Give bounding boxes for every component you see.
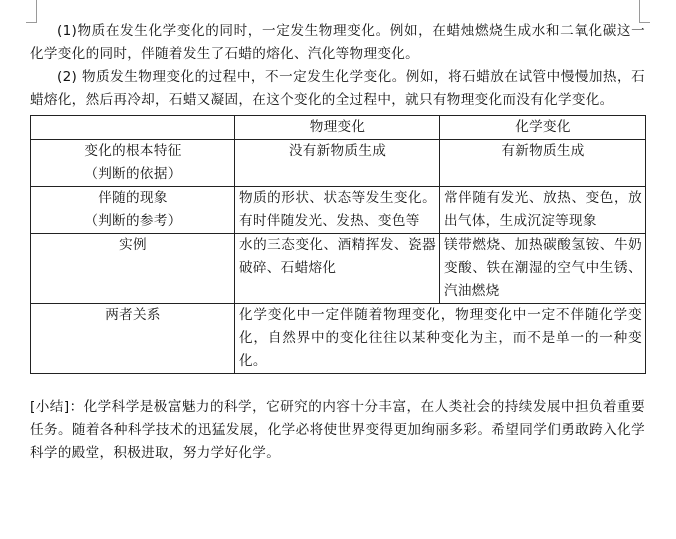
table-row	[31, 187, 646, 234]
row-label-line: 实例	[119, 237, 147, 253]
row-label-cell	[31, 187, 235, 234]
physical-change-cell: 没有新物质生成	[235, 140, 440, 187]
header-cell-blank	[31, 116, 235, 140]
row-label-line: 伴随的现象	[98, 190, 168, 206]
row-label-line: 变化的根本特征	[84, 143, 182, 159]
chemical-change-cell: 常伴随有发光、放热、变色，放出气体，生成沉淀等现象	[440, 187, 646, 234]
table-row	[31, 234, 646, 304]
row-label-cell	[31, 234, 235, 304]
row-label-line: （判断的依据）	[84, 166, 182, 182]
header-cell-physical: 物理变化	[235, 116, 440, 140]
table-row	[31, 140, 646, 187]
relationship-cell: 化学变化中一定伴随着物理变化，物理变化中一定不伴随化学变化，自然界中的变化往往以某种变化为主，而不是单一的一种变化。	[235, 304, 646, 374]
physical-change-cell: 物质的形状、状态等发生变化。有时伴随发光、发热、变色等	[235, 187, 440, 234]
table-row	[31, 304, 646, 374]
summary-paragraph: [小结]：化学科学是极富魅力的科学，它研究的内容十分丰富，在人类社会的持续发展中担负着重要任务。随着各种科学技术的迅猛发展，化学必将使世界变得更加绚丽多彩。希望同学们勇敢跨入化学科学的殿堂，积极进取，努力学好化学。	[30, 399, 645, 461]
comparison-table	[30, 115, 646, 374]
physical-change-cell: 水的三态变化、酒精挥发、瓷器破碎、石蜡熔化	[235, 234, 440, 304]
row-label-line: （判断的参考）	[84, 213, 182, 229]
chemical-change-cell: 镁带燃烧、加热碳酸氢铵、牛奶变酸、铁在潮湿的空气中生锈、汽油燃烧	[440, 234, 646, 304]
table-header-row	[31, 116, 646, 140]
intro-paragraph-1: (1)物质在发生化学变化的同时，一定发生物理变化。例如，在蜡烛燃烧生成水和二氧化碳这一化学变化的同时，伴随着发生了石蜡的熔化、汽化等物理变化。	[30, 23, 645, 62]
intro-paragraph-2: (2) 物质发生物理变化的过程中，不一定发生化学变化。例如，将石蜡放在试管中慢慢加热，石蜡熔化，然后再冷却，石蜡又凝固，在这个变化的全过程中，就只有物理变化而没有化学变化。	[30, 69, 645, 108]
document-page	[30, 20, 645, 465]
row-label-line: 两者关系	[105, 307, 161, 323]
row-label-cell	[31, 140, 235, 187]
header-cell-chemical: 化学变化	[440, 116, 646, 140]
chemical-change-cell: 有新物质生成	[440, 140, 646, 187]
row-label-cell	[31, 304, 235, 374]
